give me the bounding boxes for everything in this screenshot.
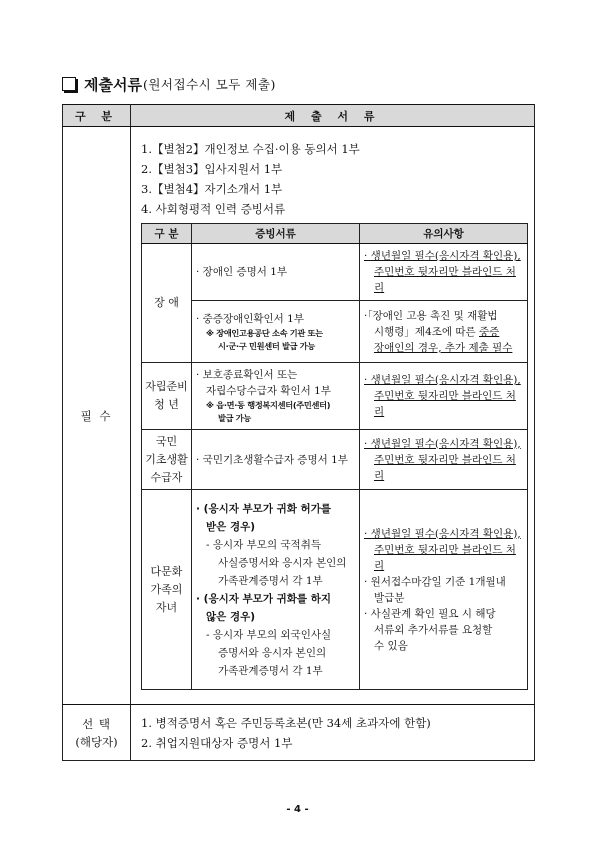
category-text: 자녀 (155, 600, 178, 614)
table-row (142, 301, 528, 363)
section-title-sub: (원서접수시 모두 제출) (142, 77, 276, 92)
proof-table (141, 223, 528, 690)
doc-cell (192, 490, 360, 690)
table-row (142, 430, 528, 490)
doc-case: 받은 경우) (206, 520, 256, 533)
section-title (62, 74, 276, 94)
doc-text: · 중증장애인확인서 1부 (196, 312, 304, 325)
list-item: 3.【별첨4】자기소개서 1부 (141, 182, 283, 196)
category-disabled: 장 애 (142, 244, 192, 363)
doc-text: 증명서와 응시자 본인의 (218, 646, 327, 659)
doc-note: 발급 가능 (218, 413, 251, 423)
page-number: - 4 - (286, 804, 309, 815)
category-text: 자립준비 (145, 380, 188, 393)
note-text: · 생년월일 필수(응시자격 확인용), (364, 437, 521, 450)
optional-label-text: (해당자) (75, 734, 118, 749)
documents-table (62, 104, 535, 761)
doc-text: 가족관계증명서 각 1부 (218, 574, 323, 587)
category-text: 청 년 (154, 398, 179, 411)
list-item: 4. 사회형평적 인력 증빙서류 (141, 202, 286, 216)
category-text: 수급자 (150, 470, 183, 484)
category-multicultural (142, 490, 192, 690)
checkbox-square-icon (62, 77, 76, 91)
category-text: 국민 (155, 434, 178, 448)
note-cell (360, 430, 528, 490)
table-row (142, 490, 528, 690)
note-cell (360, 363, 528, 430)
note-text (364, 324, 523, 340)
header-category: 구 분 (63, 105, 131, 127)
table-header-row (63, 105, 535, 127)
note-text: 서류외 추가서류를 요청할 (374, 623, 493, 636)
doc-text: - 응시자 부모의 외국인사실 (206, 628, 332, 641)
required-label: 필 수 (63, 127, 131, 705)
note-text-part: 중증 (479, 325, 500, 338)
note-text: 주민번호 뒷자리만 블라인드 처리 (374, 543, 516, 572)
doc-text: 가족관계증명서 각 1부 (218, 664, 323, 677)
category-text: 가족의 (150, 582, 183, 596)
proof-header-row (142, 224, 528, 244)
optional-label-text: 선 택 (82, 716, 111, 731)
doc-case: · (응시자 부모가 귀화 허가를 (196, 502, 331, 515)
note-cell (360, 301, 528, 363)
required-row (63, 127, 535, 705)
category-text: 기초생활 (145, 452, 188, 466)
note-text: 발급분 (374, 591, 405, 604)
note-cell (360, 490, 528, 690)
note-text: 장애인의 경우, 추가 제출 필수 (374, 341, 513, 354)
note-text: 주민번호 뒷자리만 블라인드 처리 (374, 390, 516, 418)
table-row (142, 363, 528, 430)
doc-case: 않은 경우) (206, 610, 256, 623)
proof-header-docs: 증빙서류 (192, 224, 360, 244)
required-content (131, 127, 535, 705)
note-text: · 사실관계 확인 필요 시 해당 (364, 607, 496, 620)
note-text: · 원서접수마감일 기준 1개월내 (364, 575, 506, 588)
note-text: 주민번호 뒷자리만 블라인드 처리 (374, 266, 516, 294)
optional-row (63, 705, 535, 761)
doc-text: · 보호종료확인서 또는 (196, 369, 298, 381)
note-text: · 생년월일 필수(응시자격 확인용), (364, 250, 521, 262)
note-cell (360, 244, 528, 301)
doc-case: · (응시자 부모가 귀화를 하지 (196, 592, 331, 605)
note-text: 주민번호 뒷자리만 블라인드 처리 (374, 453, 516, 482)
note-text-part: 시행령」제4조에 따른 (374, 325, 479, 338)
category-text: 다문화 (150, 564, 183, 578)
proof-header-notes: 유의사항 (360, 224, 528, 244)
doc-text: · 국민기초생활수급자 증명서 1부 (196, 453, 348, 466)
doc-note: ※ 장애인고용공단 소속 기관 또는 (206, 327, 323, 338)
doc-note: 시·군·구 민원센터 발급 가능 (218, 340, 315, 351)
note-text: · 생년월일 필수(응시자격 확인용), (364, 374, 521, 386)
proof-header-category: 구 분 (142, 224, 192, 244)
optional-content (131, 705, 535, 761)
header-documents: 제 출 서 류 (131, 105, 535, 127)
optional-label (63, 705, 131, 761)
note-text: ·「장애인 고용 촉진 및 재활법 (364, 309, 498, 322)
note-text: · 생년월일 필수(응시자격 확인용), (364, 527, 521, 540)
doc-cell (192, 363, 360, 430)
category-youth (142, 363, 192, 430)
list-item: 2.【별첨3】입사지원서 1부 (141, 162, 283, 176)
doc-text: 사실증명서와 응시자 본인의 (218, 556, 347, 569)
doc-note: ※ 읍·면·동 행정복지센터(주민센터) (206, 400, 331, 410)
doc-cell (192, 301, 360, 363)
doc-cell (192, 430, 360, 490)
doc-text: · 장애인 증명서 1부 (196, 266, 288, 278)
doc-cell (192, 244, 360, 301)
doc-text: - 응시자 부모의 국적취득 (206, 538, 321, 551)
list-item: 1. 병적증명서 혹은 주민등록초본(만 34세 초과자에 한함) (141, 715, 431, 730)
section-title-main: 제출서류 (84, 75, 142, 94)
list-item: 2. 취업지원대상자 증명서 1부 (141, 735, 293, 750)
doc-text: 자립수당수급자 확인서 1부 (206, 385, 331, 397)
list-item: 1.【별첨2】개인정보 수집·이용 동의서 1부 (141, 142, 360, 156)
table-row (142, 244, 528, 301)
note-text: 수 있음 (374, 639, 408, 652)
category-basic (142, 430, 192, 490)
